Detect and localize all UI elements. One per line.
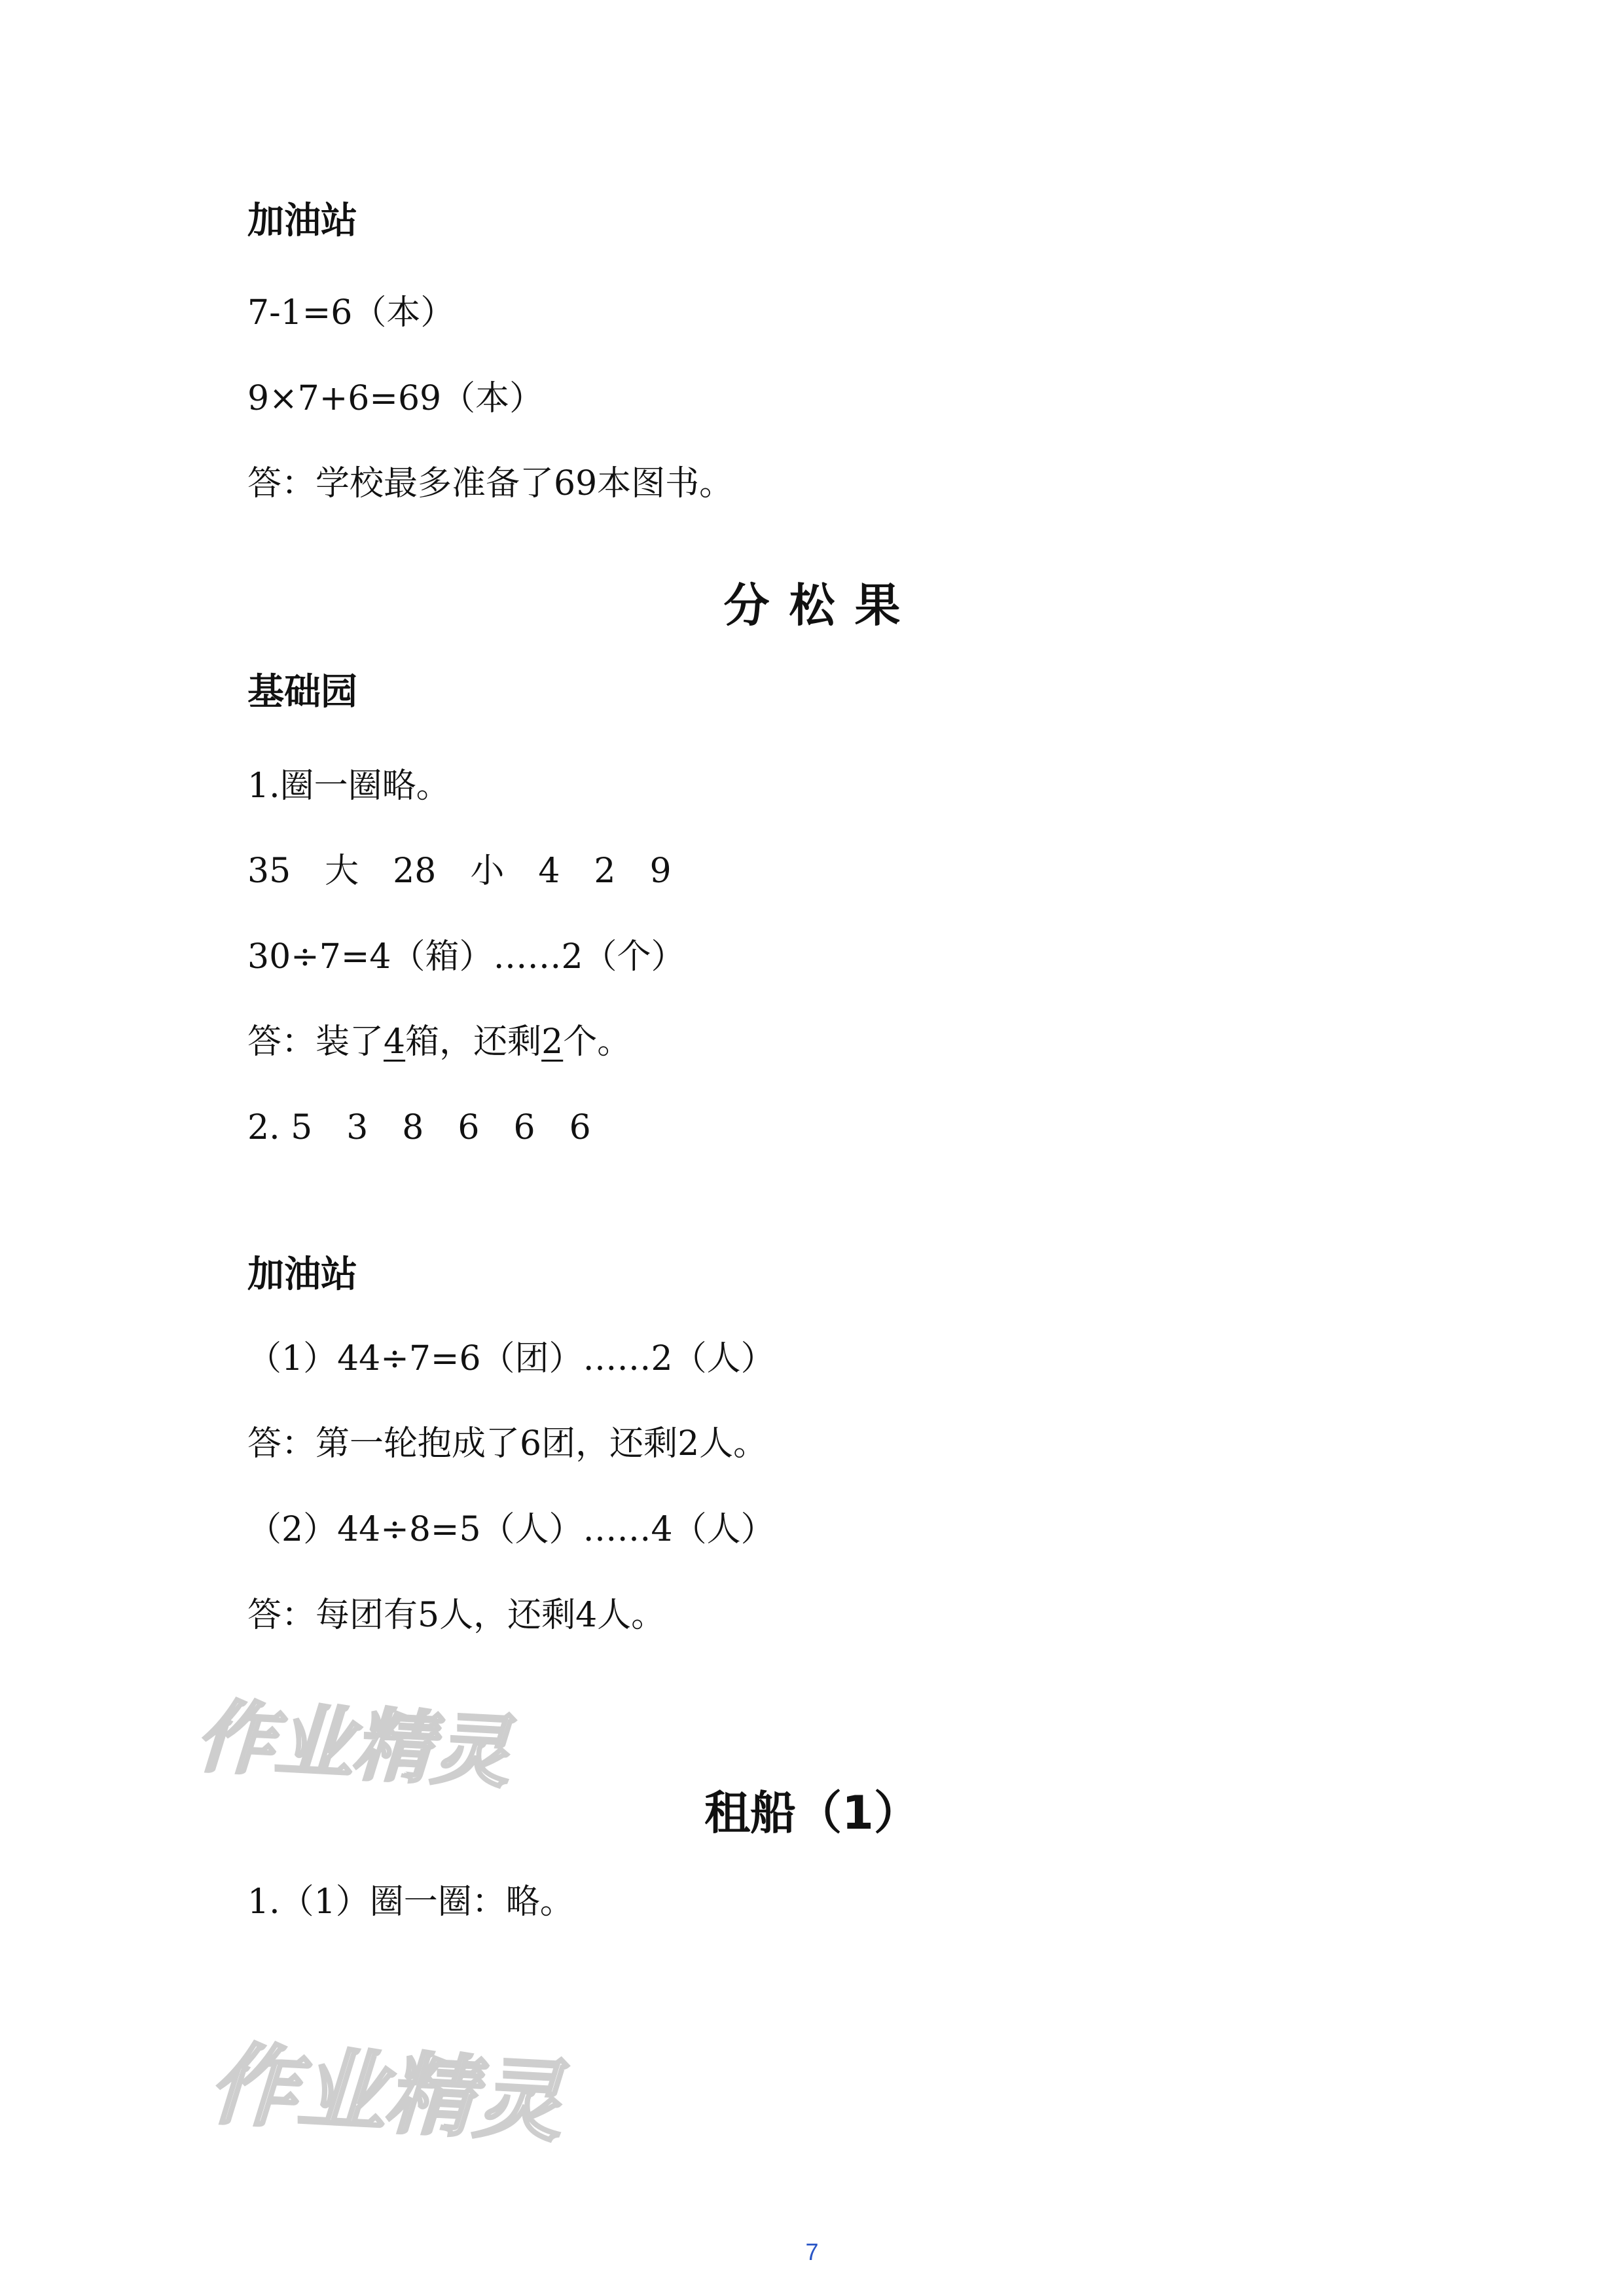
answer-prefix: 答：装了 bbox=[247, 1022, 384, 1062]
answer-number-underlined: 2 bbox=[541, 1022, 564, 1062]
section-heading: 加油站 bbox=[247, 1253, 357, 1296]
text-line: 35 大 28 小 4 2 9 bbox=[247, 852, 672, 891]
text-line: （2）44÷8=5（人）……4（人） bbox=[247, 1510, 775, 1549]
text-line: 2. 5 3 8 6 6 6 bbox=[247, 1108, 591, 1147]
answer-suffix: 个。 bbox=[563, 1022, 632, 1062]
page-number: 7 bbox=[805, 2238, 819, 2265]
watermark-logo: 作业精灵 bbox=[194, 1691, 513, 1799]
text-line: 9×7+6=69（本） bbox=[247, 379, 544, 418]
watermark-logo: 作业精灵 bbox=[206, 2032, 566, 2155]
section-heading: 加油站 bbox=[247, 200, 357, 242]
answer-number-underlined: 4 bbox=[384, 1022, 406, 1062]
lesson-title: 租船（1） bbox=[704, 1786, 920, 1840]
lesson-title: 分松果 bbox=[723, 579, 920, 632]
answer-line bbox=[247, 1022, 632, 1062]
text-line: 答：第一轮抱成了6团，还剩2人。 bbox=[247, 1424, 768, 1463]
text-line: （1）44÷7=6（团）……2（人） bbox=[247, 1339, 775, 1378]
text-line: 答：学校最多准备了69本图书。 bbox=[247, 464, 734, 503]
answer-middle: 箱，还剩 bbox=[405, 1022, 542, 1062]
text-line: 1.（1）圈一圈：略。 bbox=[247, 1882, 574, 1922]
section-heading: 基础园 bbox=[247, 671, 357, 713]
text-line: 7-1=6（本） bbox=[247, 293, 455, 332]
text-line: 1.圈一圈略。 bbox=[247, 766, 450, 806]
text-line: 30÷7=4（箱）……2（个） bbox=[247, 937, 685, 977]
text-line: 答：每团有5人，还剩4人。 bbox=[247, 1596, 666, 1635]
